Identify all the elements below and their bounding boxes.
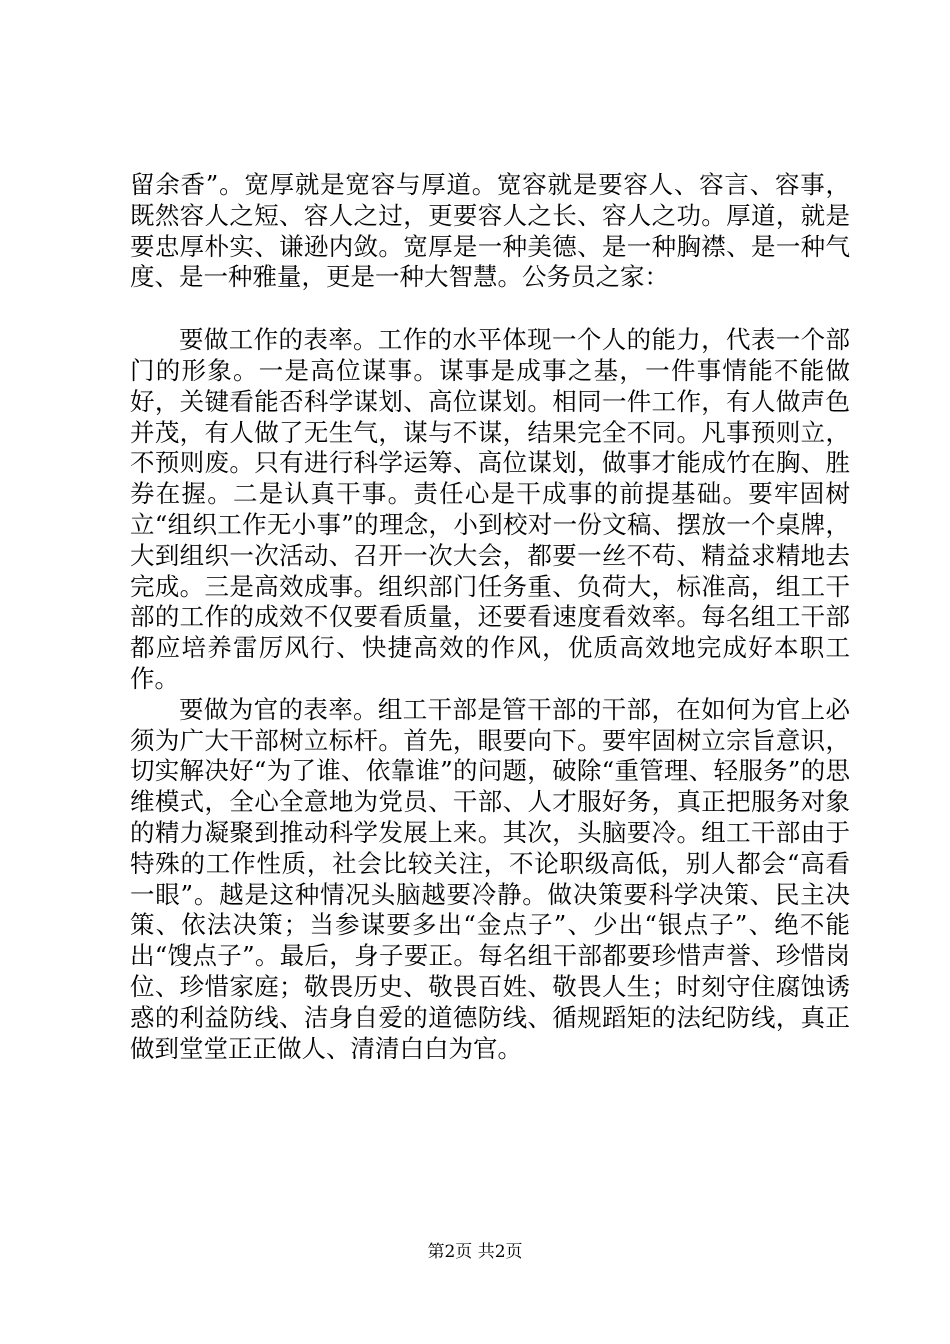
paragraph-work-example: 要做工作的表率。工作的水平体现一个人的能力，代表一个部门的形象。一是高位谋事。谋事是成事之基，一件事情能不能做好，关键看能否科学谋划、高位谋划。相同一件工作，有人做声色并茂，有人做了无生气，谋与不谋，结果完全不同。凡事预则立，不预则废。只有进行科学运筹、高位谋划，做事才能成竹在胸、胜券在握。二是认真干事。责任心是干成事的前提基础。要牢固树立“组织工作无小事”的理念，小到校对一份文稿、摆放一个桌牌，大到组织一次活动、召开一次大会，都要一丝不苟、精益求精地去完成。三是高效成事。组织部门任务重、负荷大，标准高，组工干部的工作的成效不仅要看质量，还要看速度看效率。每名组工干部都应培养雷厉风行、快捷高效的作风，优质高效地完成好本职工作。 bbox=[130, 325, 850, 693]
paragraph-official-example: 要做为官的表率。组工干部是管干部的干部，在如何为官上必须为广大干部树立标杆。首先，眼要向下。要牢固树立宗旨意识，切实解决好“为了谁、依靠谁”的问题，破除“重管理、轻服务”的思维模式，全心全意地为党员、干部、人才服好务，真正把服务对象的精力凝聚到推动科学发展上来。其次，头脑要冷。组工干部由于特殊的工作性质，社会比较关注，不论职级高低，别人都会“高看一眼”。越是这种情况头脑越要冷静。做决策要科学决策、民主决策、依法决策；当参谋要多出“金点子”、少出“银点子”、绝不能出“馊点子”。最后，身子要正。每名组干部都要珍惜声誉、珍惜岗位、珍惜家庭；敬畏历史、敬畏百姓、敬畏人生；时刻守住腐蚀诱惑的利益防线、洁身自爱的道德防线、循规蹈矩的法纪防线，真正做到堂堂正正做人、清清白白为官。 bbox=[130, 694, 850, 1063]
paragraph-continuation: 留余香”。宽厚就是宽容与厚道。宽容就是要容人、容言、容事，既然容人之短、容人之过，更要容人之长、容人之功。厚道，就是要忠厚朴实、谦逊内敛。宽厚是一种美德、是一种胸襟、是一种气度、是一种雅量，更是一种大智慧。公务员之家： bbox=[130, 170, 850, 292]
paragraph-gap bbox=[130, 293, 850, 325]
document-body bbox=[130, 170, 850, 1064]
page-number-footer: 第2页 共2页 bbox=[427, 1242, 523, 1262]
